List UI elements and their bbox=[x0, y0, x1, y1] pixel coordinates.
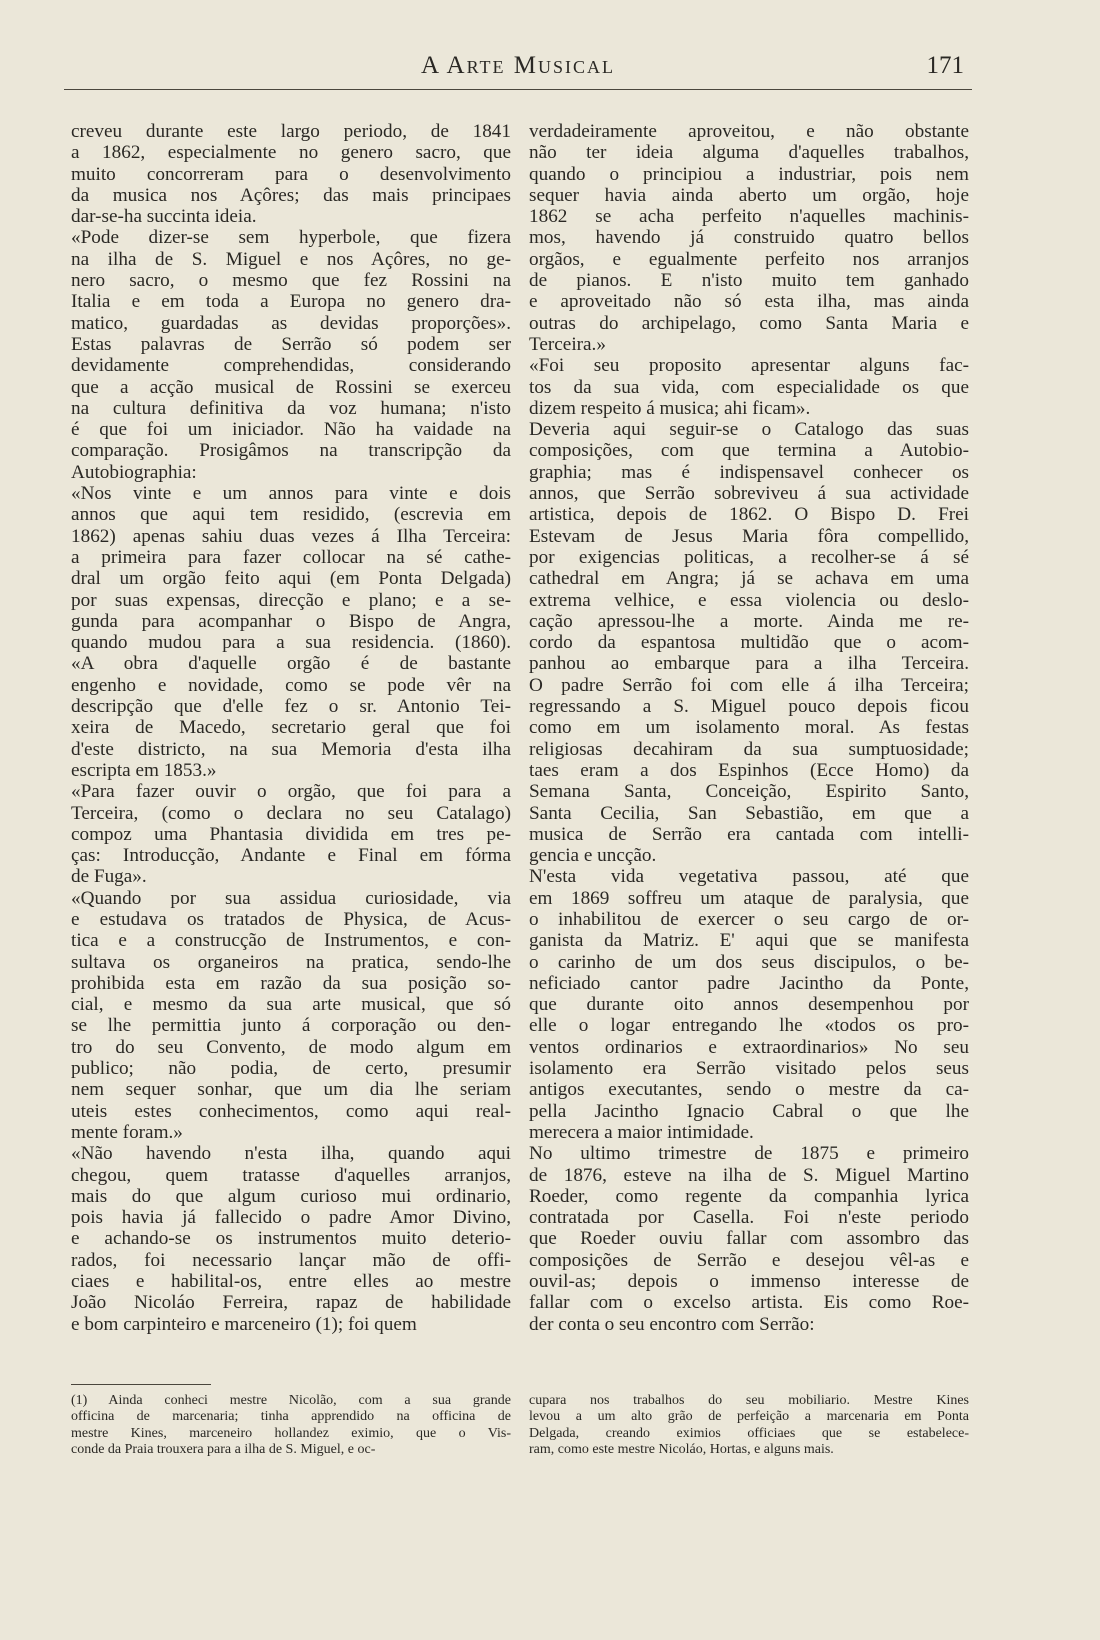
footnote-line: officina de marcenaria; tinha apprendido na officina de bbox=[71, 1409, 511, 1425]
text-line: Semana Santa, Conceição, Espirito Santo, bbox=[529, 781, 969, 803]
text-line: merecera a maior intimidade. bbox=[529, 1121, 754, 1143]
text-line: é que foi um iniciador. Não ha vaidade na bbox=[71, 419, 511, 441]
text-line: quando mudou para a sua residencia. (1860). bbox=[71, 632, 511, 654]
text-line: antigos executantes, sendo o mestre da ca- bbox=[529, 1079, 969, 1101]
text-line: Autobiographia: bbox=[71, 461, 197, 483]
text-line: ganista da Matriz. E' aqui que se manifesta bbox=[529, 930, 969, 952]
right-column bbox=[529, 121, 969, 1335]
text-line: neficiado cantor padre Jacintho da Ponte, bbox=[529, 972, 969, 994]
left-column bbox=[71, 121, 511, 1335]
text-line: ventos ordinarios e extraordinarios» No seu bbox=[529, 1036, 969, 1058]
text-line: regressando a S. Miguel pouco depois ficou bbox=[529, 696, 969, 718]
text-line: muito concorreram para o desenvolvimento bbox=[71, 163, 511, 185]
text-line: mos, havendo já construido quatro bellos bbox=[529, 227, 969, 249]
text-line: «Nos vinte e um annos para vinte e dois bbox=[71, 483, 511, 505]
text-line: Estas palavras de Serrão só podem ser bbox=[71, 333, 511, 355]
text-line: João Nicoláo Ferreira, rapaz de habilidade bbox=[71, 1292, 511, 1314]
text-line: tos da sua vida, com especialidade os que bbox=[529, 376, 969, 398]
footnote-line: (1) Ainda conheci mestre Nicolão, com a sua grande bbox=[71, 1393, 511, 1408]
text-line: annos que aqui tem residido, (escrevia em bbox=[71, 504, 511, 526]
text-line: se lhe permittia junto á corporação ou den- bbox=[71, 1015, 511, 1037]
footnote-left bbox=[71, 1393, 511, 1459]
text-line: 1862) apenas sahiu duas vezes á Ilha Terceira: bbox=[71, 525, 511, 547]
text-line: Roeder, como regente da companhia lyrica bbox=[529, 1185, 969, 1207]
text-line: «Pode dizer-se sem hyperbole, que fizera bbox=[71, 227, 511, 249]
footnote-right bbox=[529, 1393, 969, 1459]
text-line: tica e a construcção de Instrumentos, e con- bbox=[71, 930, 511, 952]
text-line: No ultimo trimestre de 1875 e primeiro bbox=[529, 1143, 969, 1165]
footnote-line: Delgada, creando eximios officiaes que se estabelece- bbox=[529, 1425, 969, 1441]
text-line: artistica, depois de 1862. O Bispo D. Frei bbox=[529, 504, 969, 526]
text-line: cathedral em Angra; já se achava em uma bbox=[529, 568, 969, 590]
text-line: que Roeder ouviu fallar com assombro das bbox=[529, 1228, 969, 1250]
text-line: e aproveitado não só esta ilha, mas ainda bbox=[529, 291, 969, 313]
text-line: composições de Serrão e desejou vêl-as e bbox=[529, 1249, 969, 1271]
text-line: quando o principiou a industriar, pois nem bbox=[529, 163, 969, 185]
text-line: Deveria aqui seguir-se o Catalogo das suas bbox=[529, 419, 969, 441]
text-line: de Fuga». bbox=[71, 866, 147, 888]
text-line: religiosas decahiram da sua sumptuosidade; bbox=[529, 738, 969, 760]
text-line: cial, e mesmo da sua arte musical, que só bbox=[71, 994, 511, 1016]
text-line: o inhabilitou de exercer o seu cargo de or- bbox=[529, 908, 969, 930]
text-line: Italia e em toda a Europa no genero dra- bbox=[71, 291, 511, 313]
running-header bbox=[64, 52, 972, 92]
text-line: Santa Cecilia, San Sebastião, em que a bbox=[529, 802, 969, 824]
text-line: taes eram a dos Espinhos (Ecce Homo) da bbox=[529, 759, 969, 781]
text-line: publico; não podia, de certo, presumir bbox=[71, 1058, 511, 1080]
text-line: como em um isolamento moral. As festas bbox=[529, 717, 969, 739]
text-line: «Foi seu proposito apresentar alguns fac- bbox=[529, 355, 969, 377]
text-line: mente foram.» bbox=[71, 1121, 183, 1143]
text-line: em 1869 soffreu um ataque de paralysia, que bbox=[529, 887, 969, 909]
text-line: cação apressou-lhe a morte. Ainda me re- bbox=[529, 610, 969, 632]
text-line: der conta o seu encontro com Serrão: bbox=[529, 1313, 815, 1335]
text-line: O padre Serrão foi com elle á ilha Terceira; bbox=[529, 674, 969, 696]
footnote-line: ram, como este mestre Nicoláo, Hortas, e alguns mais. bbox=[529, 1442, 834, 1458]
footnote-line: mestre Kines, marceneiro hollandez eximio, que o Vis- bbox=[71, 1425, 511, 1441]
text-line: creveu durante este largo periodo, de 1841 bbox=[71, 121, 511, 142]
text-line: isolamento era Serrão visitado pelos seus bbox=[529, 1058, 969, 1080]
text-line: pois havia já fallecido o padre Amor Divino, bbox=[71, 1207, 511, 1229]
text-line: «A obra d'aquelle orgão é de bastante bbox=[71, 653, 511, 675]
text-line: uteis estes conhecimentos, como aqui real- bbox=[71, 1100, 511, 1122]
text-line: outras do archipelago, como Santa Maria e bbox=[529, 312, 969, 334]
text-line: nero sacro, o mesmo que fez Rossini na bbox=[71, 270, 511, 292]
text-line: panhou ao embarque para a ilha Terceira. bbox=[529, 653, 969, 675]
text-line: gunda para acompanhar o Bispo de Angra, bbox=[71, 610, 511, 632]
text-line: e achando-se os instrumentos muito deterio- bbox=[71, 1228, 511, 1250]
running-title: A Arte Musical bbox=[421, 52, 615, 79]
text-line: rados, foi necessario lançar mão de offi- bbox=[71, 1249, 511, 1271]
text-line: da musica nos Açôres; das mais principaes bbox=[71, 184, 511, 206]
text-line: chegou, quem tratasse d'aquelles arranjos, bbox=[71, 1164, 511, 1186]
text-line: N'esta vida vegetativa passou, até que bbox=[529, 866, 969, 888]
text-line: ças: Introducção, Andante e Final em fórma bbox=[71, 845, 511, 867]
text-line: matico, guardadas as devidas proporções». bbox=[71, 312, 511, 334]
footnote-line: levou a um alto grão de perfeição a marcenaria em Ponta bbox=[529, 1409, 969, 1425]
text-line: gencia e uncção. bbox=[529, 845, 657, 867]
text-line: tro do seu Convento, de modo algum em bbox=[71, 1036, 511, 1058]
text-line: compoz uma Phantasia dividida em tres pe- bbox=[71, 823, 511, 845]
text-line: sultava os organeiros na pratica, sendo-lhe bbox=[71, 951, 511, 973]
header-rule bbox=[64, 89, 972, 90]
text-line: ouvil-as; depois o immenso interesse de bbox=[529, 1271, 969, 1293]
text-line: cordo da espantosa multidão que o acom- bbox=[529, 632, 969, 654]
text-line: verdadeiramente aproveitou, e não obstante bbox=[529, 121, 969, 142]
text-line: a primeira para fazer collocar na sé cathe- bbox=[71, 546, 511, 568]
text-line: de 1876, esteve na ilha de S. Miguel Martino bbox=[529, 1164, 969, 1186]
text-line: musica de Serrão era cantada com intelli- bbox=[529, 823, 969, 845]
text-line: annos, que Serrão sobreviveu á sua actividade bbox=[529, 483, 969, 505]
text-line: por exigencias politicas, a recolher-se á sé bbox=[529, 546, 969, 568]
text-line: não ter ideia alguma d'aquelles trabalhos, bbox=[529, 142, 969, 164]
text-line: mais do que algum curioso mui ordinario, bbox=[71, 1185, 511, 1207]
text-line: engenho e novidade, como se pode vêr na bbox=[71, 674, 511, 696]
text-line: «Quando por sua assidua curiosidade, via bbox=[71, 887, 511, 909]
text-line: composições, com que termina a Autobio- bbox=[529, 440, 969, 462]
text-line: fallar com o excelso artista. Eis como Roe- bbox=[529, 1292, 969, 1314]
text-line: prohibida esta em razão da sua posição so- bbox=[71, 972, 511, 994]
text-line: por suas expensas, direcção e plano; e a se- bbox=[71, 589, 511, 611]
text-line: de pianos. E n'isto muito tem ganhado bbox=[529, 270, 969, 292]
text-line: na cultura definitiva da voz humana; n'isto bbox=[71, 397, 511, 419]
text-line: orgãos, e egualmente perfeito nos arranjos bbox=[529, 248, 969, 270]
text-line: sequer havia ainda aberto um orgão, hoje bbox=[529, 184, 969, 206]
page-number: 171 bbox=[926, 52, 964, 79]
text-line: graphia; mas é indispensavel conhecer os bbox=[529, 461, 969, 483]
text-line: contratada por Casella. Foi n'este periodo bbox=[529, 1207, 969, 1229]
text-line: que a acção musical de Rossini se exerceu bbox=[71, 376, 511, 398]
text-line: nem sequer sonhar, que um dia lhe seriam bbox=[71, 1079, 511, 1101]
text-line: escripta em 1853.» bbox=[71, 759, 217, 781]
text-line: dral um orgão feito aqui (em Ponta Delgada) bbox=[71, 568, 511, 590]
text-line: devidamente comprehendidas, considerando bbox=[71, 355, 511, 377]
footnote-line: conde da Praia trouxera para a ilha de S. Miguel, e oc- bbox=[71, 1442, 376, 1458]
text-line: dizem respeito á musica; ahi ficam». bbox=[529, 397, 811, 419]
text-line: xeira de Macedo, secretario geral que foi bbox=[71, 717, 511, 739]
text-line: «Para fazer ouvir o orgão, que foi para a bbox=[71, 781, 511, 803]
text-line: d'este districto, na sua Memoria d'esta ilha bbox=[71, 738, 511, 760]
text-line: o carinho de um dos seus discipulos, o be- bbox=[529, 951, 969, 973]
text-line: comparação. Prosigâmos na transcripção da bbox=[71, 440, 511, 462]
text-line: e bom carpinteiro e marceneiro (1); foi quem bbox=[71, 1313, 417, 1335]
footnote-line: cupara nos trabalhos do seu mobiliario. Mestre Kines bbox=[529, 1393, 969, 1408]
text-line: Estevam de Jesus Maria fôra compellido, bbox=[529, 525, 969, 547]
text-line: e estudava os tratados de Physica, de Acus- bbox=[71, 908, 511, 930]
text-line: a 1862, especialmente no genero sacro, que bbox=[71, 142, 511, 164]
text-line: dar-se-ha succinta ideia. bbox=[71, 206, 257, 228]
text-line: ciaes e habilital-os, entre elles ao mestre bbox=[71, 1271, 511, 1293]
text-line: pella Jacintho Ignacio Cabral o que lhe bbox=[529, 1100, 969, 1122]
text-line: descripção que d'elle fez o sr. Antonio Tei- bbox=[71, 696, 511, 718]
text-line: na ilha de S. Miguel e nos Açôres, no ge- bbox=[71, 248, 511, 270]
text-line: elle o logar entregando lhe «todos os pro- bbox=[529, 1015, 969, 1037]
text-line: Terceira.» bbox=[529, 333, 606, 355]
text-line: Terceira, (como o declara no seu Catalago) bbox=[71, 802, 511, 824]
footnote-rule bbox=[71, 1384, 211, 1385]
text-line: que durante oito annos desempenhou por bbox=[529, 994, 969, 1016]
text-line: 1862 se acha perfeito n'aquelles machinis- bbox=[529, 206, 969, 228]
text-line: «Não havendo n'esta ilha, quando aqui bbox=[71, 1143, 511, 1165]
text-line: extrema velhice, e essa violencia ou deslo- bbox=[529, 589, 969, 611]
